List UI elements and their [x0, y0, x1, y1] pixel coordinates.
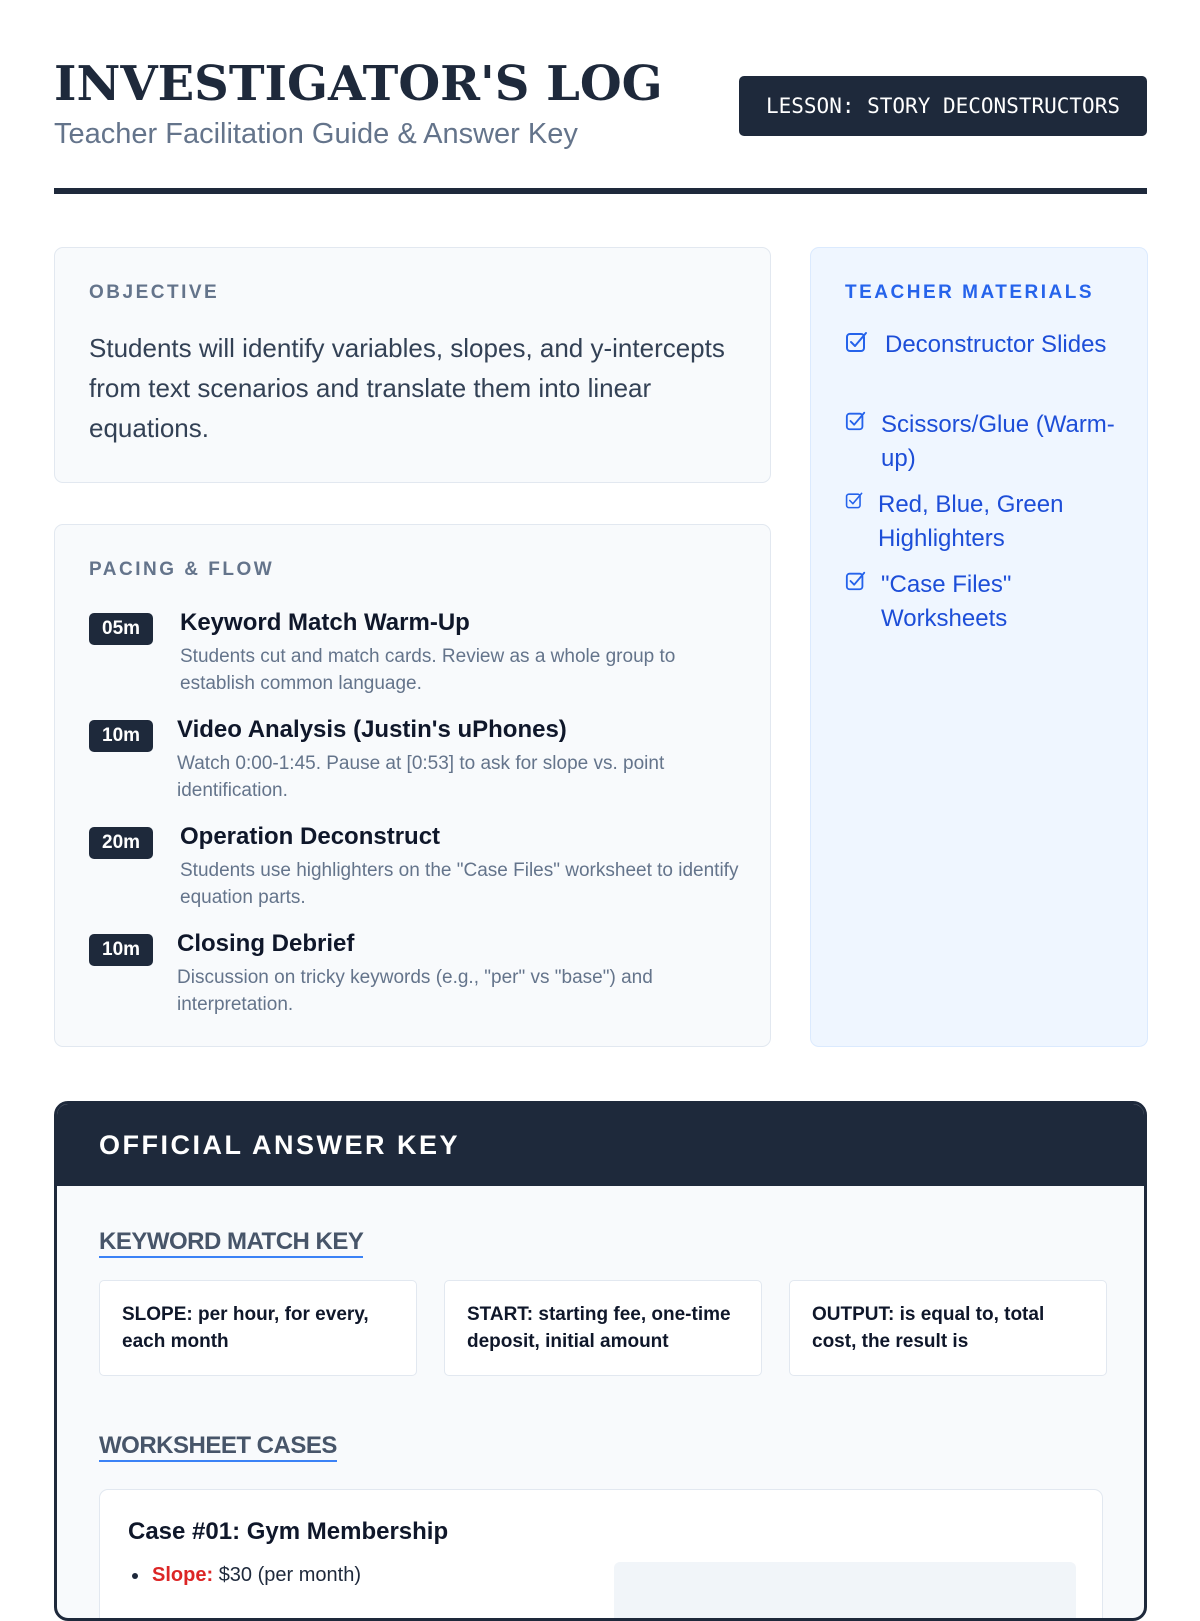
page-header [54, 54, 1147, 194]
material-label: Scissors/Glue (Warm-up) [881, 411, 1115, 472]
pacing-item-title: Operation Deconstruct [180, 823, 441, 850]
keyword-text: OUTPUT: is equal to, total cost, the result is [812, 1304, 1045, 1352]
page-title: INVESTIGATOR'S LOG [54, 56, 663, 112]
time-badge: 20m [89, 827, 153, 859]
case-slope-line [128, 1564, 361, 1587]
material-label: "Case Files" Worksheets [881, 571, 1012, 632]
case-title: Case #01: Gym Membership [128, 1518, 449, 1545]
answer-key-panel [54, 1101, 1147, 1621]
keyword-text: SLOPE: per hour, for every, each month [122, 1304, 369, 1352]
pacing-item-desc: Discussion on tricky keywords (e.g., "per" vs "base") and interpretation. [177, 967, 653, 1015]
material-label: Red, Blue, Green Highlighters [878, 491, 1064, 552]
pacing-label: PACING & FLOW [89, 559, 275, 580]
slope-label: Slope: [152, 1564, 214, 1586]
answer-key-header [57, 1104, 1144, 1186]
materials-label: TEACHER MATERIALS [845, 282, 1095, 303]
keyword-card [444, 1280, 762, 1376]
checkbox-checked-icon [845, 491, 864, 510]
pacing-item-desc: Students use highlighters on the "Case Files" worksheet to identify equation parts. [180, 860, 739, 908]
time-badge: 05m [89, 613, 153, 645]
pacing-item-title: Keyword Match Warm-Up [180, 609, 470, 636]
bullet-dot [132, 1573, 138, 1579]
case-card [99, 1489, 1103, 1621]
page-subtitle: Teacher Facilitation Guide & Answer Key [54, 118, 578, 150]
keyword-card [99, 1280, 417, 1376]
pacing-card [54, 524, 771, 1047]
checkbox-checked-icon [845, 570, 867, 592]
objective-text: Students will identify variables, slopes, and y-intercepts from text scenarios and translate them into linear equations. [89, 333, 725, 443]
pacing-item-title: Video Analysis (Justin's uPhones) [177, 716, 567, 743]
keyword-match-heading: KEYWORD MATCH KEY [99, 1228, 363, 1258]
checkbox-checked-icon [845, 410, 867, 432]
pacing-item-desc: Students cut and match cards. Review as a whole group to establish common language. [180, 646, 676, 694]
checkbox-checked-icon [845, 330, 869, 354]
material-label: Deconstructor Slides [885, 331, 1107, 358]
keyword-card [789, 1280, 1107, 1376]
teacher-materials-panel [810, 247, 1148, 1047]
pacing-item-desc: Watch 0:00-1:45. Pause at [0:53] to ask for slope vs. point identification. [177, 753, 665, 801]
time-badge: 10m [89, 934, 153, 966]
slope-value: $30 (per month) [218, 1564, 361, 1586]
worksheet-cases-heading: WORKSHEET CASES [99, 1432, 337, 1462]
keyword-text: START: starting fee, one-time deposit, initial amount [467, 1304, 731, 1352]
equation-box [614, 1562, 1076, 1621]
answer-key-title: OFFICIAL ANSWER KEY [99, 1130, 461, 1160]
objective-card [54, 247, 771, 483]
objective-label: OBJECTIVE [89, 282, 220, 303]
lesson-badge: LESSON: STORY DECONSTRUCTORS [739, 76, 1147, 136]
time-badge: 10m [89, 720, 153, 752]
pacing-item-title: Closing Debrief [177, 930, 355, 957]
